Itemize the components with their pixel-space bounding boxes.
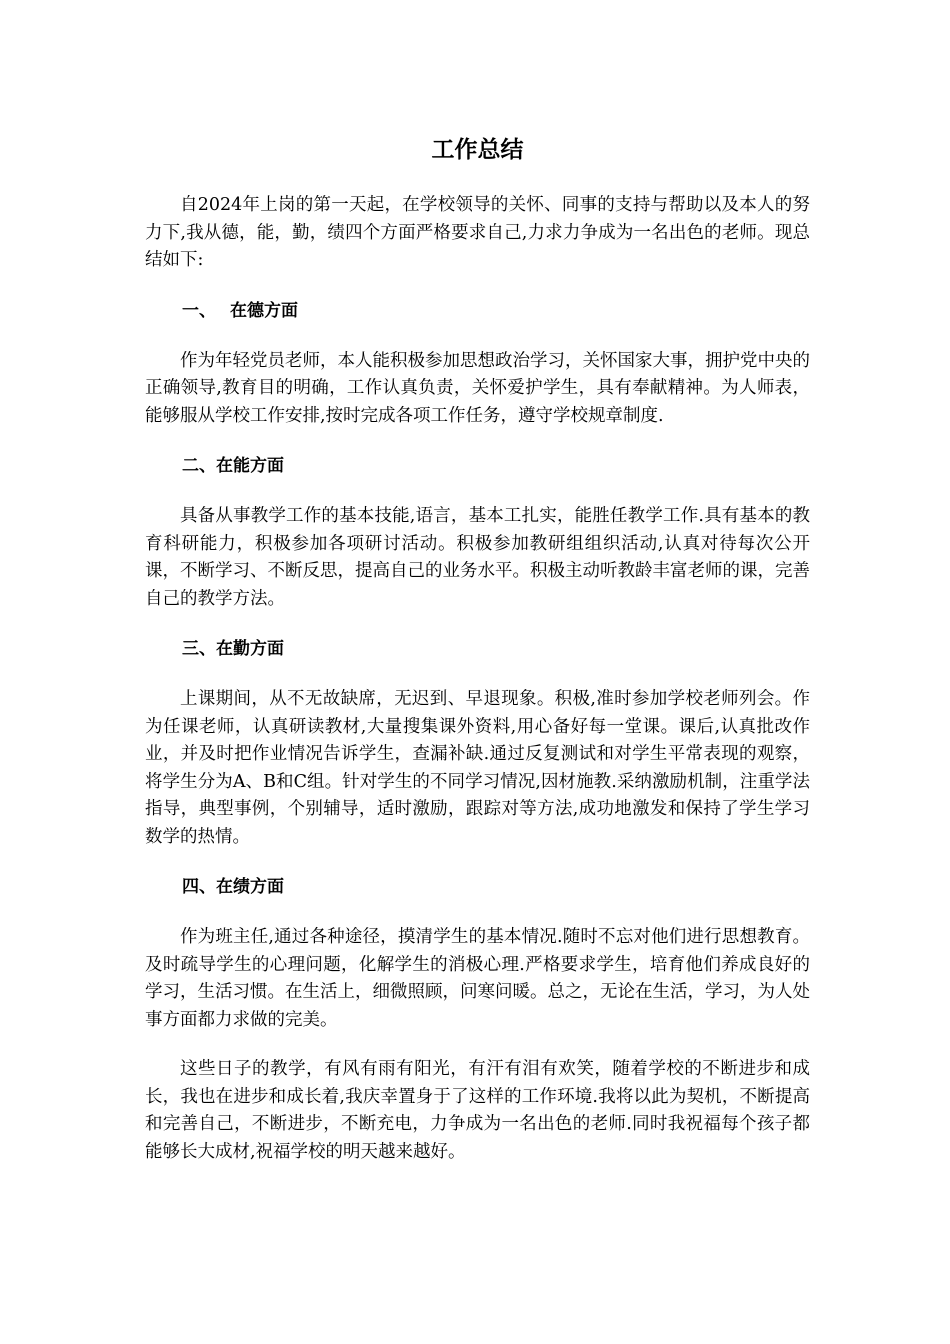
section-heading-virtue: [182, 298, 810, 325]
section-body-virtue: 作为年轻党员老师，本人能积极参加思想政治学习，关怀国家大事，拥护党中央的正确领导,教育目的明确，工作认真负责，关怀爱护学生，具有奉献精神。为人师表，能够服从学校工作安排,按时完成各项工作任务，遵守学校规章制度.: [145, 350, 810, 426]
section-heading-text: 在德方面: [230, 300, 298, 321]
paragraph-gap: [145, 1034, 810, 1056]
section-body-achievement: 作为班主任,通过各种途径，摸清学生的基本情况.随时不忘对他们进行思想教育。及时疏导学生的心理问题，化解学生的消极心理.严格要求学生，培育他们养成良好的学习，生活习惯。在生活上，细微照顾，问寒问暖。总之，无论在生活，学习，为人处事方面都力求做的完美。: [145, 927, 810, 1030]
section-body-ability: 具备从事教学工作的基本技能,语言，基本工扎实，能胜任教学工作.具有基本的教育科研能力，积极参加各项研讨活动。积极参加教研组组织活动,认真对待每次公开课，不断学习、不断反思，提高自己的业务水平。积极主动听教龄丰富老师的课，完善自己的教学方法。: [145, 506, 810, 609]
section-heading-ability: 二、在能方面: [182, 456, 284, 476]
section-body-diligence: 上课期间，从不无故缺席，无迟到、早退现象。积极,准时参加学校老师列会。作为任课老师，认真研读教材,大量搜集课外资料,用心备好每一堂课。课后,认真批改作业，并及时把作业情况告诉学生，查漏补缺.通过反复测试和对学生平常表现的观察，将学生分为A、B和C组。针对学生的不同学习情况,因材施教.采纳激励机制，注重学法指导，典型事例，个别辅导，适时激励，跟踪对等方法,成功地激发和保持了学生学习数学的热情。: [145, 689, 810, 847]
document-title: 工作总结: [431, 137, 524, 163]
document-page: [145, 130, 810, 1166]
section-heading-diligence: 三、在勤方面: [182, 639, 284, 659]
intro-paragraph: 自2024年上岗的第一天起，在学校领导的关怀、同事的支持与帮助以及本人的努力下,我从德，能，勤，绩四个方面严格要求自己,力求力争成为一名出色的老师。现总结如下:: [145, 195, 810, 270]
section-heading-achievement: 四、在绩方面: [182, 877, 284, 897]
section-number: 一、: [182, 300, 216, 321]
closing-paragraph: 这些日子的教学，有风有雨有阳光，有汗有泪有欢笑，随着学校的不断进步和成长，我也在进步和成长着,我庆幸置身于了这样的工作环境.我将以此为契机，不断提高和完善自己，不断进步，不断充电，力争成为一名出色的老师.同时我祝福每个孩子都能够长大成材,祝福学校的明天越来越好。: [145, 1059, 810, 1162]
